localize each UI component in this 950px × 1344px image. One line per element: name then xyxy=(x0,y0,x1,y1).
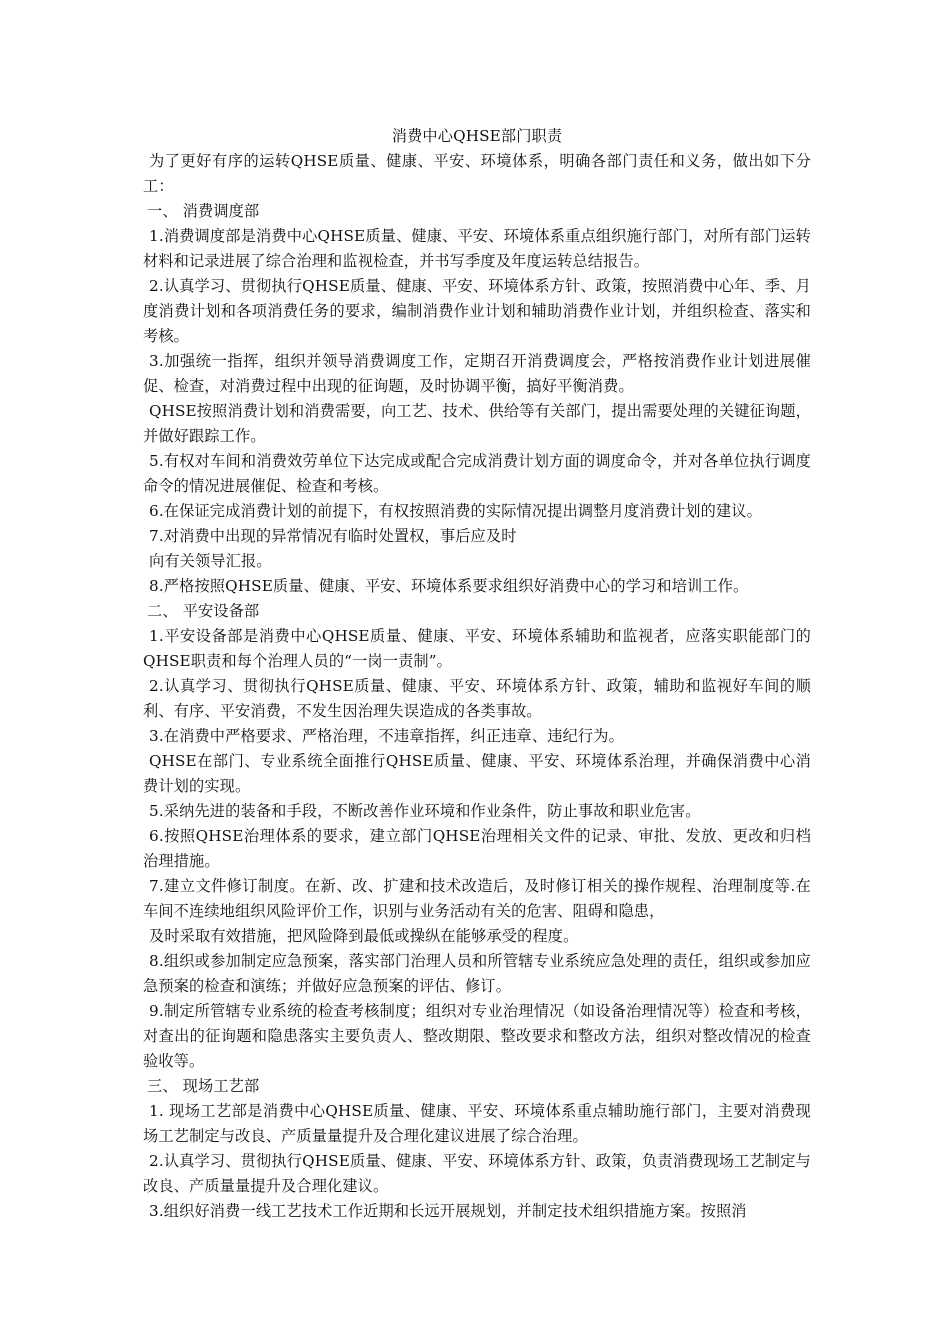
paragraph: 2.认真学习、贯彻执行QHSE质量、健康、平安、环境体系方针、政策，负责消费现场工艺制定与改良、产质量量提升及合理化建议。 xyxy=(143,1152,811,1195)
document-title: 消费中心QHSE部门职责 xyxy=(391,127,563,145)
section-heading: 三、 现场工艺部 xyxy=(147,1077,260,1095)
document-body xyxy=(143,124,811,1224)
paragraph: 6.在保证完成消费计划的前提下，有权按照消费的实际情况提出调整月度消费计划的建议。 xyxy=(149,502,762,520)
paragraph: 及时采取有效措施，把风险降到最低或操纵在能够承受的程度。 xyxy=(149,927,579,945)
paragraph: 2.认真学习、贯彻执行QHSE质量、健康、平安、环境体系方针、政策，按照消费中心年、季、月度消费计划和各项消费任务的要求，编制消费作业计划和辅助消费作业计划，并组织检查、落实和考核。 xyxy=(143,277,811,345)
section-heading: 一、 消费调度部 xyxy=(147,202,260,220)
paragraph: 5.有权对车间和消费效劳单位下达完成或配合完成消费计划方面的调度命令，并对各单位执行调度命令的情况进展催促、检查和考核。 xyxy=(143,452,811,495)
paragraph: QHSE在部门、专业系统全面推行QHSE质量、健康、平安、环境体系治理，并确保消费中心消费计划的实现。 xyxy=(143,752,811,795)
paragraph: 9.制定所管辖专业系统的检查考核制度；组织对专业治理情况（如设备治理情况等）检查和考核，对查出的征询题和隐患落实主要负责人、整改期限、整改要求和整改方法，组织对整改情况的检查验收等。 xyxy=(143,1002,811,1070)
paragraph: 8.严格按照QHSE质量、健康、平安、环境体系要求组织好消费中心的学习和培训工作。 xyxy=(149,577,749,595)
section-heading: 二、 平安设备部 xyxy=(147,602,260,620)
paragraph: 3.在消费中严格要求、严格治理，不违章指挥，纠正违章、违纪行为。 xyxy=(149,727,624,745)
paragraph: 7.建立文件修订制度。在新、改、扩建和技术改造后，及时修订相关的操作规程、治理制度等.在车间不连续地组织风险评价工作，识别与业务活动有关的危害、阻碍和隐患， xyxy=(143,877,811,920)
paragraph: 向有关领导汇报。 xyxy=(149,552,272,570)
paragraph: 6.按照QHSE治理体系的要求，建立部门QHSE治理相关文件的记录、审批、发放、更改和归档治理措施。 xyxy=(143,827,811,870)
intro-paragraph: 为了更好有序的运转QHSE质量、健康、平安、环境体系，明确各部门责任和义务，做出如下分工： xyxy=(143,152,811,195)
paragraph: QHSE按照消费计划和消费需要，向工艺、技术、供给等有关部门，提出需要处理的关键征询题，并做好跟踪工作。 xyxy=(143,402,811,445)
paragraph: 1.消费调度部是消费中心QHSE质量、健康、平安、环境体系重点组织施行部门，对所有部门运转材料和记录进展了综合治理和监视检查，并书写季度及年度运转总结报告。 xyxy=(143,227,811,270)
paragraph: 3.组织好消费一线工艺技术工作近期和长远开展规划，并制定技术组织措施方案。按照消 xyxy=(149,1202,747,1220)
paragraph: 8.组织或参加制定应急预案，落实部门治理人员和所管辖专业系统应急处理的责任，组织或参加应急预案的检查和演练；并做好应急预案的评估、修订。 xyxy=(143,952,811,995)
paragraph: 5.采纳先进的装备和手段，不断改善作业环境和作业条件，防止事故和职业危害。 xyxy=(149,802,701,820)
paragraph: 1. 现场工艺部是消费中心QHSE质量、健康、平安、环境体系重点辅助施行部门，主要对消费现场工艺制定与改良、产质量量提升及合理化建议进展了综合治理。 xyxy=(143,1102,811,1145)
paragraph: 7.对消费中出现的异常情况有临时处置权，事后应及时 xyxy=(149,527,517,545)
paragraph: 2.认真学习、贯彻执行QHSE质量、健康、平安、环境体系方针、政策，辅助和监视好车间的顺利、有序、平安消费，不发生因治理失误造成的各类事故。 xyxy=(143,677,811,720)
paragraph: 3.加强统一指挥，组织并领导消费调度工作，定期召开消费调度会，严格按消费作业计划进展催促、检查，对消费过程中出现的征询题，及时协调平衡，搞好平衡消费。 xyxy=(143,352,811,395)
paragraph: 1.平安设备部是消费中心QHSE质量、健康、平安、环境体系辅助和监视者，应落实职能部门的QHSE职责和每个治理人员的“一岗一责制”。 xyxy=(143,627,811,670)
